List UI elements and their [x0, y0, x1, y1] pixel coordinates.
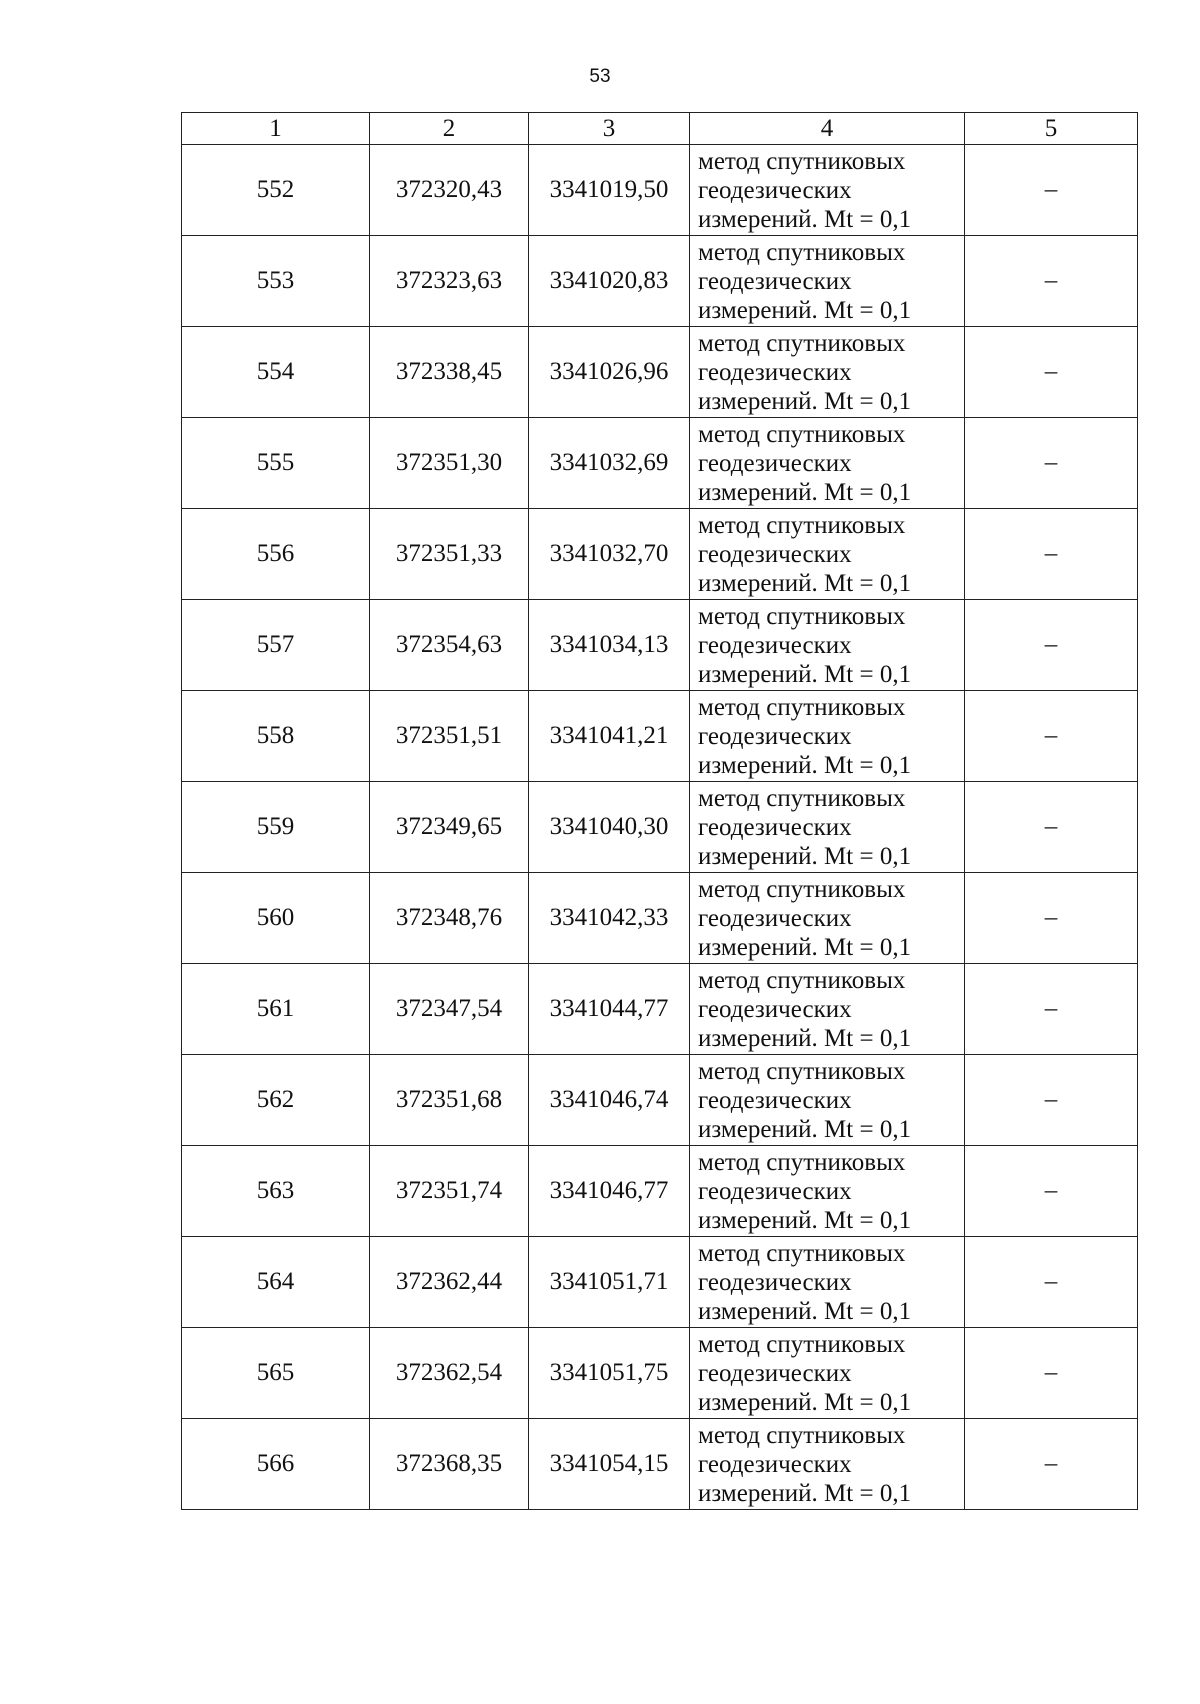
column-header-3: 3	[529, 113, 690, 145]
y-coordinate-cell: 3341051,71	[529, 1237, 690, 1328]
table-row	[182, 1328, 1138, 1419]
method-line: метод спутниковых	[698, 329, 906, 357]
method-line: геодезических	[698, 449, 852, 477]
note-cell: –	[965, 691, 1138, 782]
method-line: измерений. Mt = 0,1	[698, 1206, 912, 1234]
y-coordinate-cell: 3341054,15	[529, 1419, 690, 1510]
x-coordinate-cell: 372362,54	[370, 1328, 529, 1419]
note-cell: –	[965, 145, 1138, 236]
y-coordinate-cell: 3341034,13	[529, 600, 690, 691]
method-line: метод спутниковых	[698, 1239, 906, 1267]
point-number-cell: 560	[182, 873, 370, 964]
table-row	[182, 873, 1138, 964]
method-line: метод спутниковых	[698, 420, 906, 448]
x-coordinate-cell: 372368,35	[370, 1419, 529, 1510]
method-line: геодезических	[698, 995, 852, 1023]
method-line: измерений. Mt = 0,1	[698, 569, 912, 597]
point-number-cell: 552	[182, 145, 370, 236]
point-number-cell: 556	[182, 509, 370, 600]
method-line: измерений. Mt = 0,1	[698, 660, 912, 688]
x-coordinate-cell: 372354,63	[370, 600, 529, 691]
method-line: геодезических	[698, 540, 852, 568]
x-coordinate-cell: 372347,54	[370, 964, 529, 1055]
note-cell: –	[965, 1146, 1138, 1237]
point-number-cell: 563	[182, 1146, 370, 1237]
method-line: геодезических	[698, 813, 852, 841]
x-coordinate-cell: 372320,43	[370, 145, 529, 236]
method-line: метод спутниковых	[698, 1057, 906, 1085]
x-coordinate-cell: 372362,44	[370, 1237, 529, 1328]
x-coordinate-cell: 372338,45	[370, 327, 529, 418]
y-coordinate-cell: 3341020,83	[529, 236, 690, 327]
method-line: измерений. Mt = 0,1	[698, 1479, 912, 1507]
table-row	[182, 1055, 1138, 1146]
method-line: метод спутниковых	[698, 602, 906, 630]
method-line: геодезических	[698, 1177, 852, 1205]
table-row	[182, 1146, 1138, 1237]
method-cell	[690, 782, 965, 873]
point-number-cell: 557	[182, 600, 370, 691]
method-line: измерений. Mt = 0,1	[698, 205, 912, 233]
method-line: геодезических	[698, 904, 852, 932]
note-cell: –	[965, 964, 1138, 1055]
note-cell: –	[965, 327, 1138, 418]
x-coordinate-cell: 372348,76	[370, 873, 529, 964]
method-line: метод спутниковых	[698, 238, 906, 266]
method-line: измерений. Mt = 0,1	[698, 751, 912, 779]
x-coordinate-cell: 372351,51	[370, 691, 529, 782]
table-row	[182, 782, 1138, 873]
method-line: геодезических	[698, 267, 852, 295]
table-row	[182, 327, 1138, 418]
method-line: метод спутниковых	[698, 1330, 906, 1358]
y-coordinate-cell: 3341046,77	[529, 1146, 690, 1237]
table-row	[182, 1419, 1138, 1510]
point-number-cell: 559	[182, 782, 370, 873]
method-line: метод спутниковых	[698, 784, 906, 812]
x-coordinate-cell: 372351,74	[370, 1146, 529, 1237]
note-cell: –	[965, 1328, 1138, 1419]
table-row	[182, 418, 1138, 509]
point-number-cell: 555	[182, 418, 370, 509]
y-coordinate-cell: 3341019,50	[529, 145, 690, 236]
y-coordinate-cell: 3341046,74	[529, 1055, 690, 1146]
x-coordinate-cell: 372351,30	[370, 418, 529, 509]
note-cell: –	[965, 236, 1138, 327]
method-line: измерений. Mt = 0,1	[698, 387, 912, 415]
y-coordinate-cell: 3341032,69	[529, 418, 690, 509]
method-line: геодезических	[698, 631, 852, 659]
method-line: измерений. Mt = 0,1	[698, 1297, 912, 1325]
point-number-cell: 561	[182, 964, 370, 1055]
y-coordinate-cell: 3341042,33	[529, 873, 690, 964]
method-cell	[690, 600, 965, 691]
table-body	[182, 145, 1138, 1510]
point-number-cell: 562	[182, 1055, 370, 1146]
point-number-cell: 558	[182, 691, 370, 782]
method-line: метод спутниковых	[698, 693, 906, 721]
y-coordinate-cell: 3341032,70	[529, 509, 690, 600]
note-cell: –	[965, 1237, 1138, 1328]
method-line: метод спутниковых	[698, 875, 906, 903]
method-line: геодезических	[698, 1450, 852, 1478]
column-header-4: 4	[690, 113, 965, 145]
method-line: метод спутниковых	[698, 1421, 906, 1449]
method-line: измерений. Mt = 0,1	[698, 1115, 912, 1143]
note-cell: –	[965, 418, 1138, 509]
method-line: метод спутниковых	[698, 966, 906, 994]
method-line: геодезических	[698, 722, 852, 750]
table-row	[182, 964, 1138, 1055]
note-cell: –	[965, 600, 1138, 691]
method-cell	[690, 509, 965, 600]
method-line: метод спутниковых	[698, 1148, 906, 1176]
method-line: геодезических	[698, 358, 852, 386]
table-row	[182, 600, 1138, 691]
note-cell: –	[965, 782, 1138, 873]
note-cell: –	[965, 873, 1138, 964]
note-cell: –	[965, 509, 1138, 600]
method-line: измерений. Mt = 0,1	[698, 933, 912, 961]
x-coordinate-cell: 372349,65	[370, 782, 529, 873]
method-line: измерений. Mt = 0,1	[698, 1024, 912, 1052]
page-number: 53	[589, 66, 611, 87]
x-coordinate-cell: 372323,63	[370, 236, 529, 327]
y-coordinate-cell: 3341040,30	[529, 782, 690, 873]
y-coordinate-cell: 3341041,21	[529, 691, 690, 782]
method-line: метод спутниковых	[698, 147, 906, 175]
method-line: метод спутниковых	[698, 511, 906, 539]
table-header-row	[182, 113, 1138, 145]
method-line: геодезических	[698, 176, 852, 204]
method-cell	[690, 1146, 965, 1237]
column-header-1: 1	[182, 113, 370, 145]
method-line: измерений. Mt = 0,1	[698, 296, 912, 324]
column-header-5: 5	[965, 113, 1138, 145]
y-coordinate-cell: 3341051,75	[529, 1328, 690, 1419]
point-number-cell: 564	[182, 1237, 370, 1328]
method-cell	[690, 236, 965, 327]
note-cell: –	[965, 1055, 1138, 1146]
table-row	[182, 1237, 1138, 1328]
y-coordinate-cell: 3341026,96	[529, 327, 690, 418]
method-cell	[690, 1419, 965, 1510]
method-cell	[690, 1055, 965, 1146]
point-number-cell: 553	[182, 236, 370, 327]
x-coordinate-cell: 372351,33	[370, 509, 529, 600]
x-coordinate-cell: 372351,68	[370, 1055, 529, 1146]
method-cell	[690, 145, 965, 236]
note-cell: –	[965, 1419, 1138, 1510]
point-number-cell: 565	[182, 1328, 370, 1419]
method-line: измерений. Mt = 0,1	[698, 842, 912, 870]
method-cell	[690, 691, 965, 782]
point-number-cell: 554	[182, 327, 370, 418]
table-row	[182, 691, 1138, 782]
point-number-cell: 566	[182, 1419, 370, 1510]
method-cell	[690, 873, 965, 964]
coordinates-table	[181, 112, 1138, 1510]
table-row	[182, 236, 1138, 327]
method-line: измерений. Mt = 0,1	[698, 1388, 912, 1416]
method-line: измерений. Mt = 0,1	[698, 478, 912, 506]
method-line: геодезических	[698, 1086, 852, 1114]
table-row	[182, 145, 1138, 236]
method-line: геодезических	[698, 1359, 852, 1387]
method-line: геодезических	[698, 1268, 852, 1296]
method-cell	[690, 1237, 965, 1328]
column-header-2: 2	[370, 113, 529, 145]
method-cell	[690, 418, 965, 509]
method-cell	[690, 327, 965, 418]
method-cell	[690, 1328, 965, 1419]
table-row	[182, 509, 1138, 600]
y-coordinate-cell: 3341044,77	[529, 964, 690, 1055]
method-cell	[690, 964, 965, 1055]
